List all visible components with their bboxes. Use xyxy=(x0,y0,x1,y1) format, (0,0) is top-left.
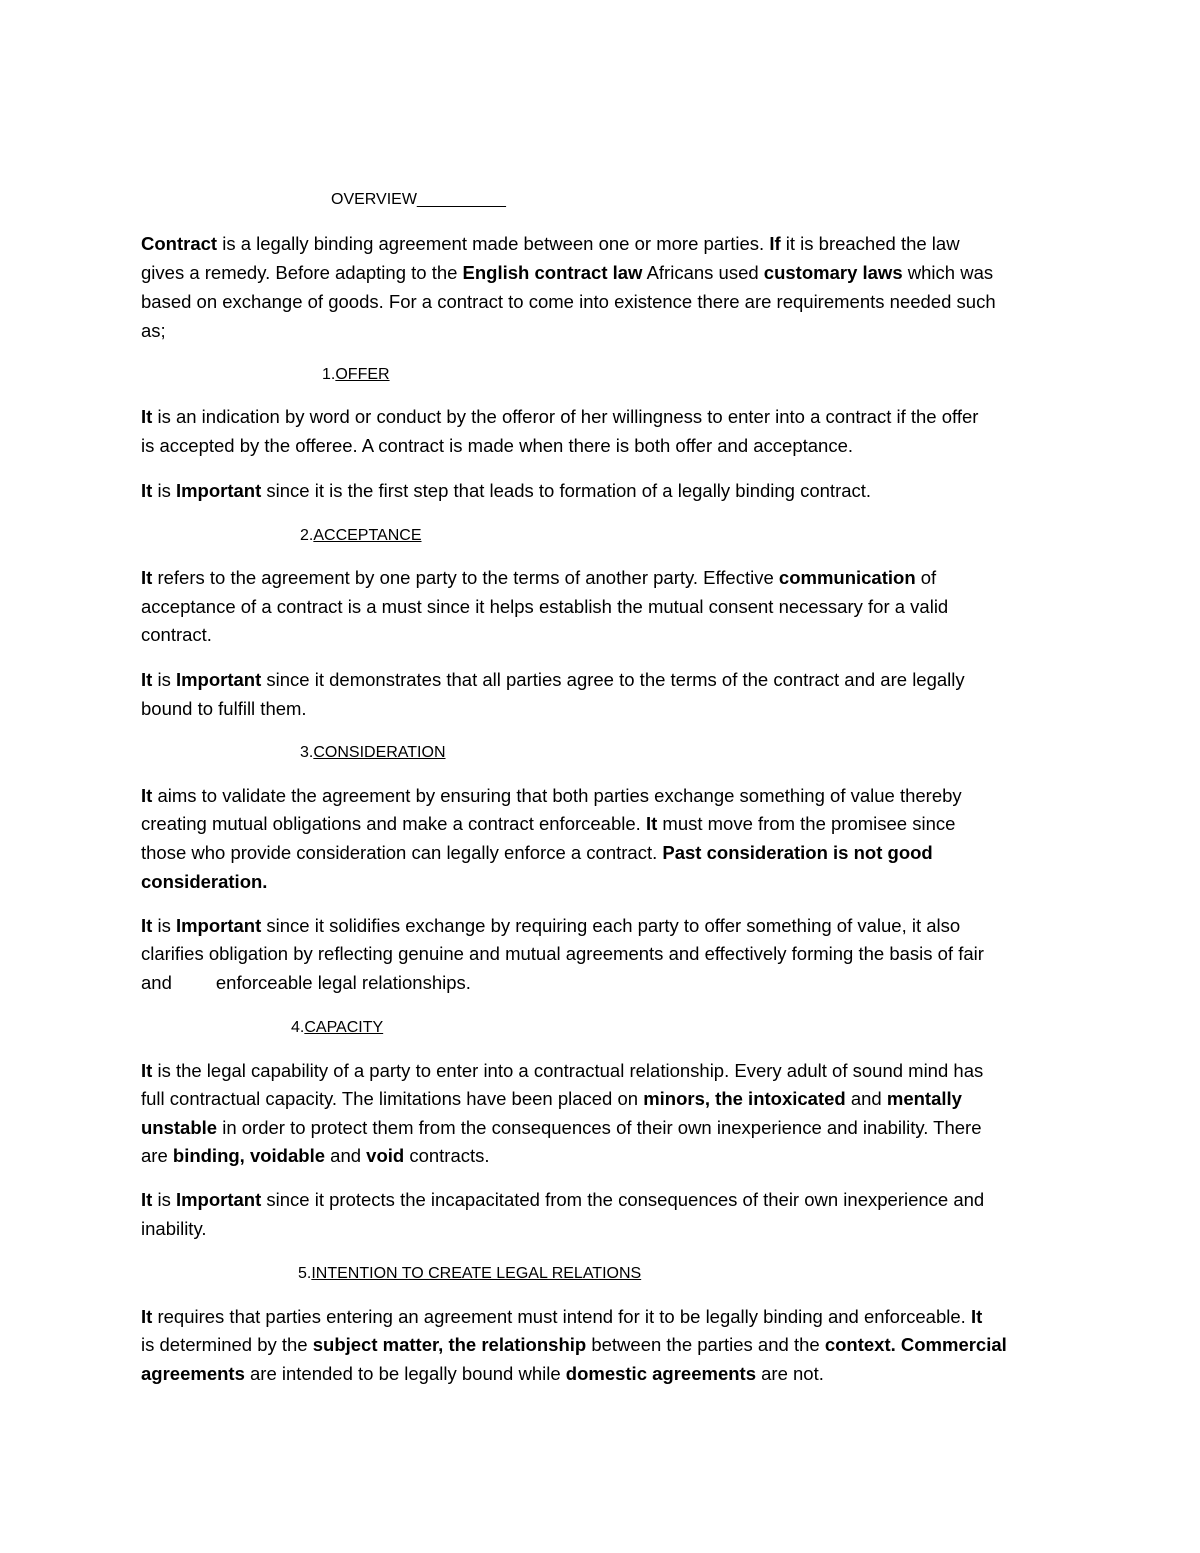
text-span: is xyxy=(152,480,176,501)
acceptance-importance xyxy=(141,665,965,694)
text-span: are intended to be legally bound while xyxy=(244,1363,566,1384)
section-title: ACCEPTANCE xyxy=(313,527,422,544)
term-domestic-agreements: domestic agreements xyxy=(565,1363,756,1384)
bold-span: It xyxy=(141,1306,153,1327)
acceptance-heading xyxy=(300,526,422,546)
term-important: Important xyxy=(175,480,262,501)
text-span: since it is the first step that leads to formation of a legally binding contract. xyxy=(261,480,872,501)
offer-line-1 xyxy=(141,402,978,431)
text-span: are xyxy=(141,1145,173,1166)
term-context-commercial: context. Commercial xyxy=(824,1334,1007,1355)
text-span: requires that parties entering an agreement must intend for it to be legally binding and enforceable. xyxy=(152,1306,971,1327)
capacity-line-4 xyxy=(141,1141,490,1170)
text-span: since it demonstrates that all parties agree to the terms of the contract and are legally xyxy=(261,669,965,690)
consideration-line-3 xyxy=(141,838,933,867)
consideration-line-2 xyxy=(141,809,955,838)
capacity-line-3 xyxy=(141,1113,982,1142)
text-span: is xyxy=(152,669,176,690)
section-title: INTENTION TO CREATE LEGAL RELATIONS xyxy=(311,1265,642,1282)
bold-span: It xyxy=(141,480,153,501)
text-span: Africans used xyxy=(642,262,764,283)
offer-importance xyxy=(141,476,871,505)
term-contract: Contract xyxy=(141,233,218,254)
section-number: 1. xyxy=(322,366,336,383)
text-span: contracts. xyxy=(404,1145,490,1166)
bold-span: It xyxy=(970,1306,983,1327)
bold-span: It xyxy=(141,567,153,588)
consideration-line-4 xyxy=(141,867,267,896)
text-span: is a legally binding agreement made between one or more parties. xyxy=(217,233,770,254)
acceptance-line-3: contract. xyxy=(141,624,212,645)
section-title: OFFER xyxy=(335,366,390,383)
bold-span: It xyxy=(141,669,153,690)
section-number: 4. xyxy=(291,1019,305,1036)
acceptance-line-2: acceptance of a contract is a must since it helps establish the mutual consent necessary for a valid xyxy=(141,596,949,617)
capacity-heading xyxy=(291,1018,383,1038)
overview-line-3: based on exchange of goods. For a contract to come into existence there are requirements needed such xyxy=(141,291,996,312)
text-span: it is breached the law xyxy=(780,233,960,254)
text-span: since it solidifies exchange by requiring each party to offer something of value, it also xyxy=(261,915,961,936)
term-subject-matter: subject matter, the relationship xyxy=(312,1334,587,1355)
text-span: is an indication by word or conduct by the offeror of her willingness to enter into a contract if the offer xyxy=(152,406,979,427)
intention-line-1 xyxy=(141,1302,982,1331)
text-span: and xyxy=(325,1145,367,1166)
overview-heading xyxy=(331,190,506,210)
bold-span: It xyxy=(141,406,153,427)
section-title: CONSIDERATION xyxy=(313,744,446,761)
section-number: 2. xyxy=(300,527,314,544)
term-english-contract-law: English contract law xyxy=(462,262,643,283)
bold-span: If xyxy=(769,233,781,254)
text-span: refers to the agreement by one party to the terms of another party. Effective xyxy=(152,567,779,588)
section-number: 5. xyxy=(298,1265,312,1282)
capacity-line-1 xyxy=(141,1056,983,1085)
text-span: and xyxy=(141,972,172,993)
bold-span: It xyxy=(141,785,153,806)
offer-heading xyxy=(322,365,390,385)
text-span: creating mutual obligations and make a contract enforceable. xyxy=(141,813,646,834)
text-span: enforceable legal relationships. xyxy=(215,972,471,993)
term-past-consideration: Past consideration is not good xyxy=(662,842,933,863)
term-mentally: mentally xyxy=(886,1088,962,1109)
term-communication: communication xyxy=(778,567,916,588)
term-customary-laws: customary laws xyxy=(763,262,903,283)
term-void: void xyxy=(366,1145,405,1166)
text-span: full contractual capacity. The limitations have been placed on xyxy=(141,1088,644,1109)
consideration-line-1 xyxy=(141,781,962,810)
term-agreements: agreements xyxy=(141,1363,245,1384)
acceptance-importance-line-2: bound to fulfill them. xyxy=(141,698,307,719)
text-span: is determined by the xyxy=(141,1334,313,1355)
overview-title: OVERVIEW xyxy=(331,191,417,208)
overview-line-4: as; xyxy=(141,320,166,341)
text-span: is xyxy=(152,915,176,936)
overview-line-2 xyxy=(141,258,993,287)
text-span: aims to validate the agreement by ensuring that both parties exchange something of value thereby xyxy=(152,785,962,806)
intention-line-2 xyxy=(141,1330,1007,1359)
consideration-importance xyxy=(141,911,960,940)
text-span: since it protects the incapacitated from the consequences of their own inexperience and xyxy=(261,1189,985,1210)
bold-span: consideration. xyxy=(141,871,268,892)
text-span: and xyxy=(845,1088,887,1109)
capacity-importance-line-2: inability. xyxy=(141,1218,207,1239)
bold-span: It xyxy=(141,915,153,936)
section-number: 3. xyxy=(300,744,314,761)
text-span: which was xyxy=(902,262,994,283)
consideration-importance-line-3 xyxy=(141,968,471,997)
term-important: Important xyxy=(175,669,262,690)
capacity-line-2 xyxy=(141,1084,962,1113)
term-minors: minors, the intoxicated xyxy=(643,1088,846,1109)
text-span: of xyxy=(915,567,937,588)
text-span: is xyxy=(152,1189,176,1210)
bold-span: It xyxy=(141,1189,153,1210)
acceptance-line-1 xyxy=(141,563,936,592)
consideration-heading xyxy=(300,743,446,763)
term-important: Important xyxy=(175,1189,262,1210)
section-title: CAPACITY xyxy=(304,1019,384,1036)
term-binding-voidable: binding, voidable xyxy=(172,1145,326,1166)
text-span: gives a remedy. Before adapting to the xyxy=(141,262,463,283)
bold-span: It xyxy=(141,1060,153,1081)
capacity-importance xyxy=(141,1185,984,1214)
term-unstable: unstable xyxy=(141,1117,218,1138)
overview-line-1 xyxy=(141,229,960,258)
text-span: is the legal capability of a party to enter into a contractual relationship. Every adult of sound mind has xyxy=(152,1060,984,1081)
text-span: those who provide consideration can legally enforce a contract. xyxy=(141,842,663,863)
intention-line-3 xyxy=(141,1359,824,1388)
text-span: must move from the promisee since xyxy=(657,813,956,834)
consideration-importance-line-2: clarifies obligation by reflecting genuine and mutual agreements and effectively forming the basis of fair xyxy=(141,943,984,964)
text-span: are not. xyxy=(755,1363,824,1384)
overview-underline: __________ xyxy=(416,191,506,208)
text-span: between the parties and the xyxy=(586,1334,825,1355)
text-span: in order to protect them from the consequences of their own inexperience and inability. There xyxy=(217,1117,982,1138)
bold-span: It xyxy=(645,813,658,834)
term-important: Important xyxy=(175,915,262,936)
offer-line-2: is accepted by the offeree. A contract is made when there is both offer and acceptance. xyxy=(141,435,854,456)
intention-heading xyxy=(298,1264,641,1284)
